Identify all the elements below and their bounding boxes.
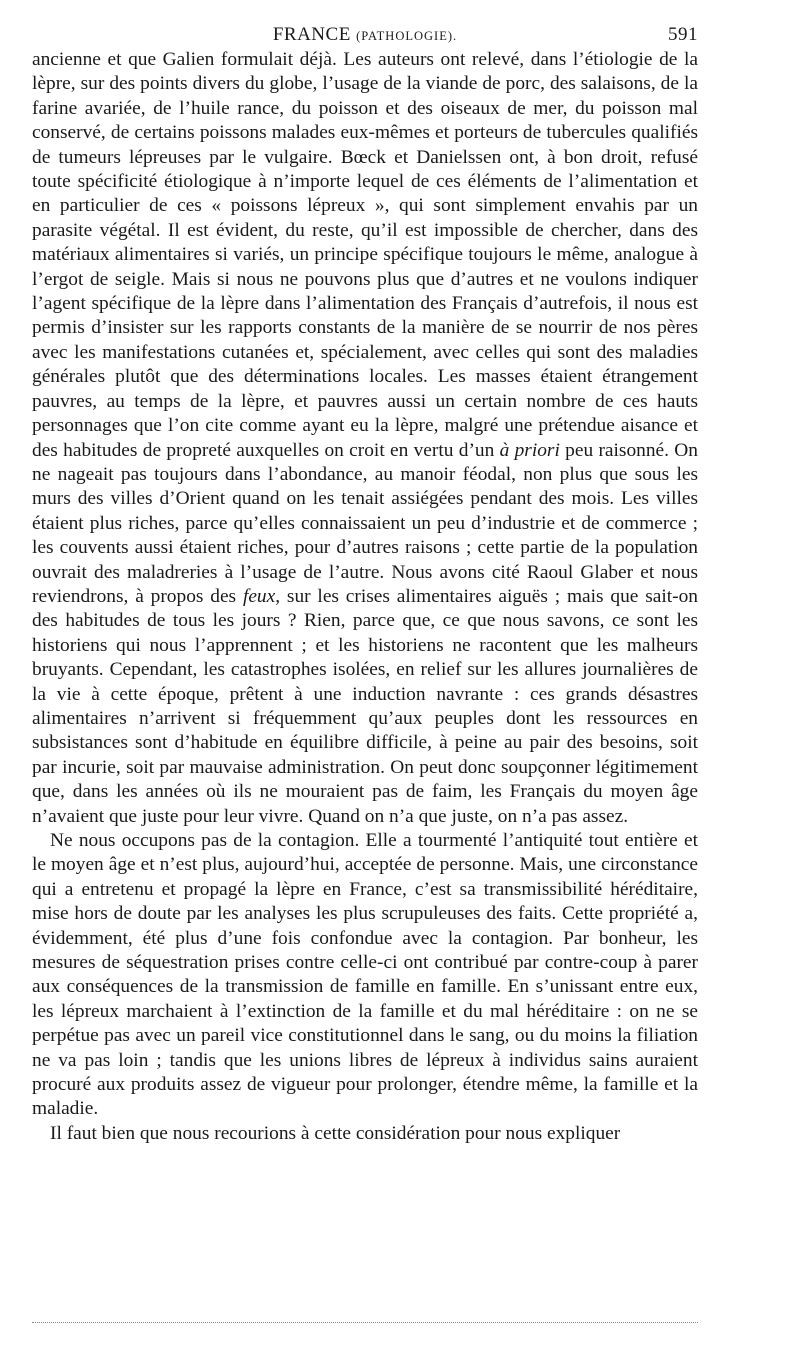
text-run: Ne nous occupons pas de la contagion. Elle a tourmenté l’antiquité tout entière et le moyen âge et n’est plus, aujourd’hui, acceptée de personne. Mais, une circonstance qui a entretenu et propagé la lèpre en France, c’est sa transmissibilité héréditaire, mise hors de doute par les analyses les plus scrupuleuses des faits. Cette propriété a, évidemment, été plus d’une fois confondue avec la contagion. Par bonheur, les mesures de séquestration prises contre celle-ci ont contribué par contre-coup à parer aux conséquences de la transmission de famille en famille. En s’unissant entre eux, les lépreux marchaient à l’extinction de la famille et du mal héréditaire : on ne se perpétue pas avec un pareil vice constitutionnel dans le sang, ou du moins la filiation ne va pas loin ; tandis que les unions libres de lépreux à individus sains auraient procuré aux produits assez de vigueur pour prolonger, étendre même, la famille et la maladie. — [32, 830, 698, 1120]
paragraph-p2 — [32, 829, 698, 1122]
footer-rule — [32, 1322, 698, 1323]
italic-term: à priori — [499, 439, 560, 461]
paragraph-p1 — [32, 48, 698, 829]
text-run: ancienne et que Galien formulait déjà. Les auteurs ont relevé, dans l’étiologie de la lèpre, sur des points divers du globe, l’usage de la viande de porc, des salaisons, de la farine avariée, de l’huile rance, du poisson et des oiseaux de mer, du poisson mal conservé, de certains poissons malades eux-mêmes et porteurs de tubercules qualifiés de tumeurs lépreuses par le vulgaire. Bœck et Danielssen ont, à bon droit, refusé toute spécificité étiologique à n’importe lequel de ces éléments de l’alimentation et en particulier de ces « poissons lépreux », qui sont simplement envahis par un parasite végétal. Il est évident, du reste, qu’il est impossible de chercher, dans des matériaux alimentaires si variés, un principe spécifique toujours le même, analogue à l’ergot de seigle. Mais si nous ne pouvons plus que d’autres et ne voulons indiquer l’agent spécifique de la lèpre dans l’alimentation des Français d’autrefois, il nous est permis d’insister sur les rapports constants de la manière de se nourrir de nos pères avec les manifestations cutanées et, spécialement, avec celles qui sont des maladies générales plutôt que des déterminations locales. Les masses étaient étrangement pauvres, au temps de la lèpre, et pauvres aussi un certain nombre de ces hauts personnages que l’on cite comme ayant eu la lèpre, malgré une prétendue aisance et des habitudes de propreté auxquelles on croit en vertu d’un — [32, 49, 698, 461]
running-title — [32, 24, 698, 46]
italic-term: feux — [242, 585, 276, 607]
running-title-sub: (PATHOLOGIE). — [356, 29, 458, 43]
text-run: , sur les crises alimentaires aiguës ; mais que sait-on des habitudes de tous les jours ? Rien, parce que, ce que nous savons, ce sont les historiens qui nous l’apprennent ; et les historiens ne racontent que les malheurs bruyants. Cependant, les catastrophes isolées, en relief sur les allures journalières de la vie à cette époque, prêtent à une induction navrante : ces grands désastres alimentaires n’arrivent si fréquemment qu’aux peuples dont les ressources en subsistances sont d’habitude en équilibre difficile, à peine au pair des besoins, soit par incurie, soit par mauvaise administration. On peut donc soupçonner légitimement que, dans les années où ils ne mouraient pas de faim, les Français du moyen âge n’avaient que juste pour leur vivre. Quand on n’a que juste, on n’a pas assez. — [32, 585, 698, 827]
text-run: peu raisonné. On ne nageait pas toujours dans l’abondance, au manoir féodal, non plus que sous les murs des villes d’Orient quand on les tenait assiégées pendant des mois. Les villes étaient plus riches, parce qu’elles connaissaient un peu d’industrie et de commerce ; les couvents aussi étaient riches, pour d’autres raisons ; cette partie de la population ouvrait des maladreries à l’usage de l’autre. Nous avons cité Raoul Glaber et nous reviendrons, à propos des — [32, 439, 699, 607]
running-title-main: FRANCE — [272, 24, 351, 45]
text-run: Il faut bien que nous recourions à cette considération pour nous expliquer — [50, 1122, 621, 1144]
paragraph-p3 — [32, 1122, 698, 1146]
page-number: 591 — [668, 24, 698, 45]
running-head — [32, 22, 698, 48]
document-page — [32, 22, 698, 1146]
body-text — [32, 48, 698, 1146]
